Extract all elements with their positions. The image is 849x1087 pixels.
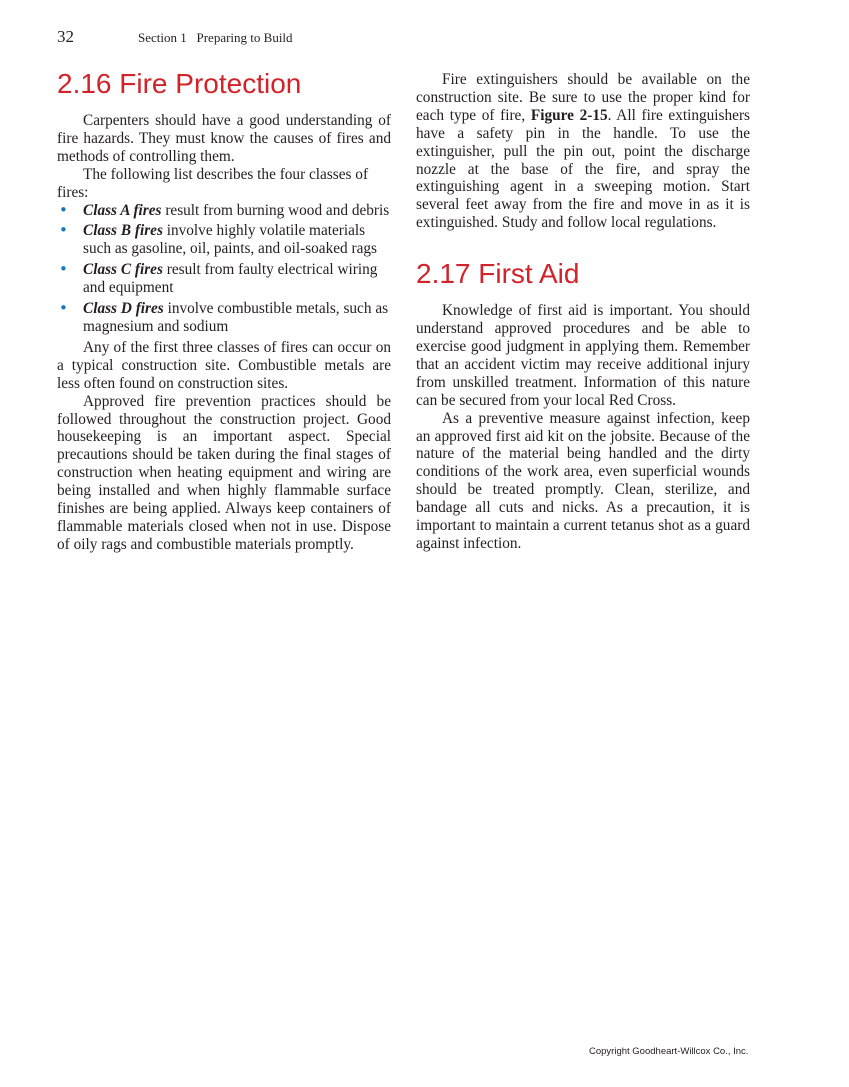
list-item-term: Class D fires (83, 300, 164, 318)
running-head: Section 1 Preparing to Build (138, 30, 293, 45)
paragraph: As a preventive measure against infection, keep an approved first aid kit on the jobsite. Because of the nature of the material being handled and the dirty conditions of the work area, even superficial wounds should be treated promptly. Clean, sterilize, and bandage all cuts and nicks. As a precaution, it is important to maintain a current tetanus shot as a guard against infection. (416, 409, 750, 552)
paragraph: Knowledge of first aid is important. You should understand approved procedures and be able to exercise good judgment in applying them. Remember that an accident victim may receive additional injury from unskilled treatment. Information of this nature can be secured from your local Red Cross. (416, 302, 750, 409)
paragraph-text: Fire extinguishers should be available on the construction site. Be sure to use the proper kind for each type of fire, (416, 71, 750, 124)
paragraph-text: . All fire extinguishers have a safety pin in the handle. To use the extinguisher, pull the pin out, point the discharge nozzle at the base of the fire, and spray the extinguishing agent in a sweeping motion. Start several feet away from the fire and move in as it is extinguished. Study and follow local regulations. (416, 106, 750, 232)
paragraph: The following list describes the four classes of fires: (57, 165, 369, 201)
list-item-text: result from faulty electrical wiring and equipment (83, 261, 378, 297)
paragraph: Approved fire prevention practices should be followed throughout the construction project. Good housekeeping is an important aspect. Special precautions should be taken during the final stages of construction when heating equipment and wiring are being installed and when highly flammable surface finishes are being applied. Always keep containers of flammable materials closed when not in use. Dispose of oily rags and combustible materials promptly. (57, 392, 391, 553)
list-item (57, 202, 391, 220)
copyright-notice: Copyright Goodheart-Willcox Co., Inc. (589, 1046, 749, 1057)
list-item-text: involve combustible metals, such as magnesium and sodium (83, 300, 389, 335)
bullet-icon: • (59, 200, 68, 219)
list-item (57, 261, 391, 297)
list-item-term: Class C fires (83, 261, 163, 279)
left-column (57, 68, 391, 554)
bullet-icon: • (59, 221, 68, 240)
paragraph: Carpenters should have a good understanding of fire hazards. They must know the causes of fires and methods of controlling them. (57, 112, 391, 165)
fire-classes-list (57, 202, 391, 336)
section-heading-fire-protection: 2.16 Fire Protection (57, 68, 302, 99)
list-item-term: Class A fires (83, 201, 162, 219)
bullet-icon: • (59, 299, 68, 318)
page-number: 32 (57, 27, 74, 46)
list-item (57, 300, 391, 336)
list-item-term: Class B fires (83, 222, 163, 240)
section-heading-first-aid: 2.17 First Aid (416, 258, 580, 290)
list-item (57, 222, 391, 258)
paragraph: Any of the first three classes of fires can occur on a typical construction site. Combustible metals are less often found on construction sites. (57, 338, 391, 392)
list-item-text: involve highly volatile materials such as gasoline, oil, paints, and oil-soaked rags (83, 222, 377, 258)
right-column (416, 71, 750, 553)
paragraph-fire-extinguishers (416, 71, 750, 232)
list-item-text: result from burning wood and debris (161, 201, 390, 219)
figure-reference[interactable]: Figure 2-15 (530, 106, 608, 124)
bullet-icon: • (59, 260, 68, 279)
